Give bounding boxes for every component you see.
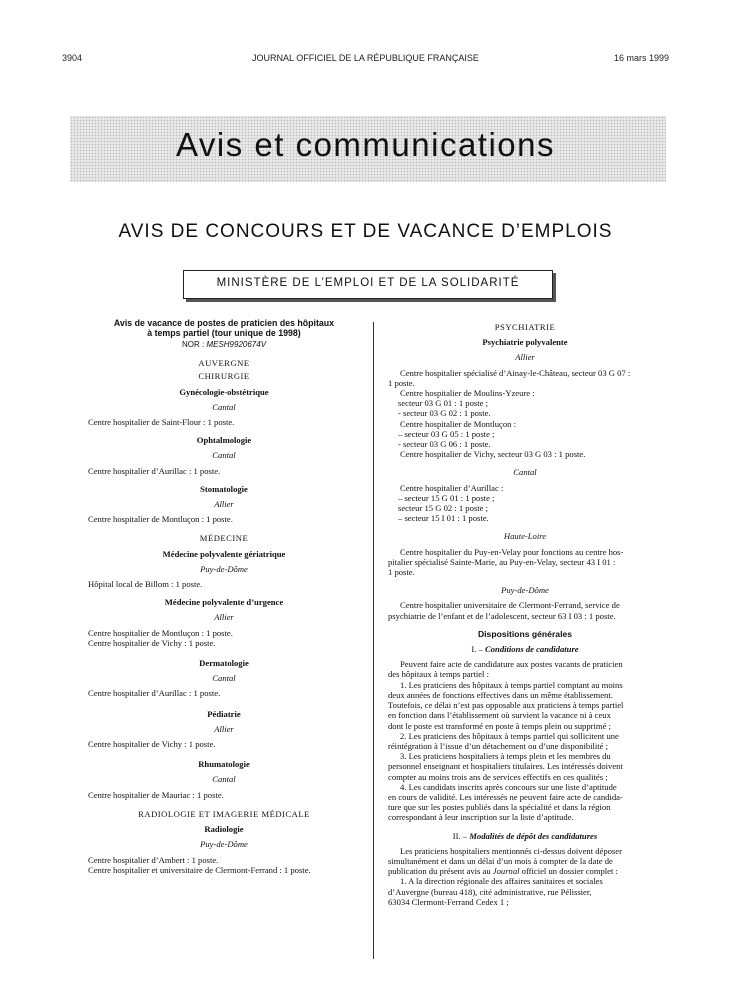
sector-entry: - secteur 03 G 06 : 1 poste. <box>398 439 491 450</box>
subspecialty-gyneco: Gynécologie-obstétrique <box>179 386 269 397</box>
department-cantal: Cantal <box>513 467 537 478</box>
paragraph-line: Les praticiens hospitaliers mentionnés ci-dessus doivent déposer <box>400 845 622 856</box>
sector-entry: secteur 15 G 02 : 1 poste ; <box>398 503 488 514</box>
conditions-title: Conditions de candidature <box>485 644 579 655</box>
specialty-radiologie-imagerie: RADIOLOGIE ET IMAGERIE MÉDICALE <box>138 808 310 819</box>
hospital-entry: Centre hospitalier de Montluçon : <box>400 418 516 429</box>
paragraph-line: dont le poste est transformé en poste à temps plein ou supprimé ; <box>388 720 611 731</box>
conditions-heading <box>388 644 662 654</box>
column-divider <box>373 322 374 959</box>
specialty-chirurgie: CHIRURGIE <box>198 371 250 382</box>
hospital-entry: Centre hospitalier et universitaire de Clermont-Ferrand : 1 poste. <box>88 864 311 875</box>
journal-title: JOURNAL OFFICIEL DE LA RÉPUBLIQUE FRANÇAISE <box>252 53 479 63</box>
submission-number: II. – <box>452 830 468 841</box>
ministry-box <box>183 270 553 299</box>
subspecialty-ophtalmologie: Ophtalmologie <box>196 435 252 446</box>
department-cantal: Cantal <box>212 774 236 785</box>
subspecialty-rhumatologie: Rhumatologie <box>198 759 250 770</box>
paragraph-line: Toutefois, ce délai n’est pas opposable aux praticiens à temps partiel <box>388 700 624 711</box>
hospital-entry-continued: 1 poste. <box>388 377 415 388</box>
region-heading: AUVERGNE <box>198 358 250 369</box>
section-title: AVIS DE CONCOURS ET DE VACANCE D’EMPLOIS <box>118 221 613 242</box>
hospital-entry: Centre hospitalier de Vichy : 1 poste. <box>88 739 216 750</box>
department-allier: Allier <box>214 723 234 734</box>
issue-date: 16 mars 1999 <box>613 53 669 63</box>
paragraph-line: en fonction dans l’établissement où survient la vacance ni à ceux <box>388 710 611 721</box>
paragraph-line: en cours de validité. Les intéressés ne peuvent faire acte de candida- <box>388 791 623 802</box>
subspecialty-radiologie: Radiologie <box>204 824 244 835</box>
hospital-entry: Centre hospitalier de Saint-Flour : 1 poste. <box>88 417 235 428</box>
hospital-entry: Centre hospitalier de Mauriac : 1 poste. <box>88 789 224 800</box>
hospital-entry: Centre hospitalier d’Aurillac : 1 poste. <box>88 465 221 476</box>
hospital-entry: Centre hospitalier d’Ambert : 1 poste. <box>88 854 219 865</box>
paragraph-line: 3. Les praticiens hospitaliers à temps plein et les membres du <box>400 751 611 762</box>
nor-label: NOR : <box>181 340 205 349</box>
hospital-entry: Centre hospitalier spécialisé d’Ainay-le-Château, secteur 03 G 07 : <box>400 367 631 378</box>
paragraph-line: correspondant à leur inscription sur la liste d’aptitude. <box>388 812 574 823</box>
department-allier: Allier <box>214 499 234 510</box>
department-puy-de-dome: Puy-de-Dôme <box>200 563 248 574</box>
specialty-psychiatrie: PSYCHIATRIE <box>494 322 556 332</box>
submission-heading <box>388 831 662 841</box>
department-haute-loire: Haute-Loire <box>503 531 547 542</box>
department-puy-de-dome: Puy-de-Dôme <box>200 839 248 850</box>
paragraph-line: 1. Les praticiens des hôpitaux à temps partiel comptant au moins <box>400 679 623 690</box>
article-title-line-2: à temps partiel (tour unique de 1998) <box>147 328 301 338</box>
hospital-entry: Centre hospitalier de Vichy, secteur 03 G 03 : 1 poste. <box>400 449 586 460</box>
sector-entry: secteur 03 G 01 : 1 poste ; <box>398 398 488 409</box>
paragraph-line: simultanément et dans un délai d’un mois à compter de la date de <box>388 855 613 866</box>
subspecialty-geriatrique: Médecine polyvalente gériatrique <box>162 548 286 559</box>
specialty-medecine: MÉDECINE <box>199 533 249 544</box>
department-allier: Allier <box>515 352 535 363</box>
ministry-name: MINISTÈRE DE L’EMPLOI ET DE LA SOLIDARITÉ <box>216 277 520 289</box>
hospital-entry: Centre hospitalier de Montluçon : 1 poste. <box>88 514 233 525</box>
paragraph-line: 2. Les praticiens des hôpitaux à temps partiel qui sollicitent une <box>400 730 619 741</box>
subspecialty-psychiatrie-polyvalente: Psychiatrie polyvalente <box>482 337 568 348</box>
paragraph-line: 4. Les candidats inscrits après concours sur une liste d’aptitude <box>400 781 617 792</box>
paragraph-line: ture que sur les postes publiés dans la spécialité et dans la région <box>388 802 611 813</box>
sector-entry: – secteur 15 G 01 : 1 poste ; <box>398 492 495 503</box>
department-cantal: Cantal <box>212 673 236 684</box>
hospital-entry: Hôpital local de Billom : 1 poste. <box>88 579 203 590</box>
paragraph-line <box>388 866 662 876</box>
nor-reference <box>88 340 360 350</box>
submission-title: Modalités de dépôt des candidatures <box>469 830 598 841</box>
general-provisions-heading: Dispositions générales <box>477 628 573 639</box>
department-allier: Allier <box>214 612 234 623</box>
paragraph-line: deux années de fonctions effectives dans un même établissement. <box>388 689 613 700</box>
conditions-number: I. – <box>471 644 483 655</box>
paragraph-line: d’Auvergne (bureau 418), cité administrative, rue Pélissier, <box>388 886 592 897</box>
subspecialty-pediatrie: Pédiatrie <box>207 708 241 719</box>
hospital-entry: Centre hospitalier d’Aurillac : 1 poste. <box>88 688 221 699</box>
page-number: 3904 <box>62 53 83 63</box>
hospital-entry-continued: pitalier spécialisé Sainte-Marie, au Puy-en-Velay, secteur 43 I 01 : <box>388 556 616 567</box>
hospital-entry: Centre hospitalier d’Aurillac : <box>400 482 504 493</box>
department-cantal: Cantal <box>212 450 236 461</box>
banner-title: Avis et communications <box>175 126 556 163</box>
hospital-entry: Centre hospitalier du Puy-en-Velay pour fonctions au centre hos- <box>400 546 624 557</box>
hospital-entry-continued: psychiatrie de l’enfant et de l’adolescent, secteur 63 I 03 : 1 poste. <box>388 610 616 621</box>
department-puy-de-dome: Puy-de-Dôme <box>501 585 549 596</box>
subspecialty-stomatologie: Stomatologie <box>200 483 248 494</box>
left-column <box>88 318 360 875</box>
paragraph-line: Peuvent faire acte de candidature aux postes vacants de praticien <box>400 659 623 670</box>
hospital-entry-continued: 1 poste. <box>388 567 415 578</box>
sector-entry: – secteur 03 G 05 : 1 poste ; <box>398 428 495 439</box>
paragraph-line: 63034 Clermont-Ferrand Cedex 1 ; <box>388 896 509 907</box>
hospital-entry: Centre hospitalier de Montluçon : 1 poste. <box>88 627 233 638</box>
paragraph-line: personnel enseignant et hospitaliers titulaires. Les intéressés doivent <box>388 761 623 772</box>
sector-entry: - secteur 03 G 02 : 1 poste. <box>398 408 491 419</box>
paragraph-line: réintégration à l’issue d’un détachement ou d’une disponibilité ; <box>388 740 609 751</box>
paragraph-fragment: publication du présent avis au <box>388 866 493 877</box>
hospital-entry: Centre hospitalier de Moulins-Yzeure : <box>400 388 535 399</box>
subspecialty-urgence: Médecine polyvalente d’urgence <box>164 597 284 608</box>
right-column <box>388 318 662 907</box>
paragraph-line: des hôpitaux à temps partiel : <box>388 669 489 680</box>
nor-value: MESH9920674V <box>206 340 267 349</box>
paragraph-line: compter au moins trois ans de services effectifs en ces qualités ; <box>388 771 608 782</box>
journal-name: Journal <box>492 866 520 877</box>
sector-entry: – secteur 15 I 01 : 1 poste. <box>398 513 489 524</box>
hospital-entry: Centre hospitalier de Vichy : 1 poste. <box>88 637 216 648</box>
paragraph-fragment: officiel un dossier complet : <box>519 866 618 877</box>
subspecialty-dermatologie: Dermatologie <box>199 658 249 669</box>
paragraph-line: 1. A la direction régionale des affaires sanitaires et sociales <box>400 876 603 887</box>
article-title-line-1: Avis de vacance de postes de praticien des hôpitaux <box>113 318 335 328</box>
hospital-entry: Centre hospitalier universitaire de Clermont-Ferrand, service de <box>400 600 620 611</box>
department-cantal: Cantal <box>212 401 236 412</box>
